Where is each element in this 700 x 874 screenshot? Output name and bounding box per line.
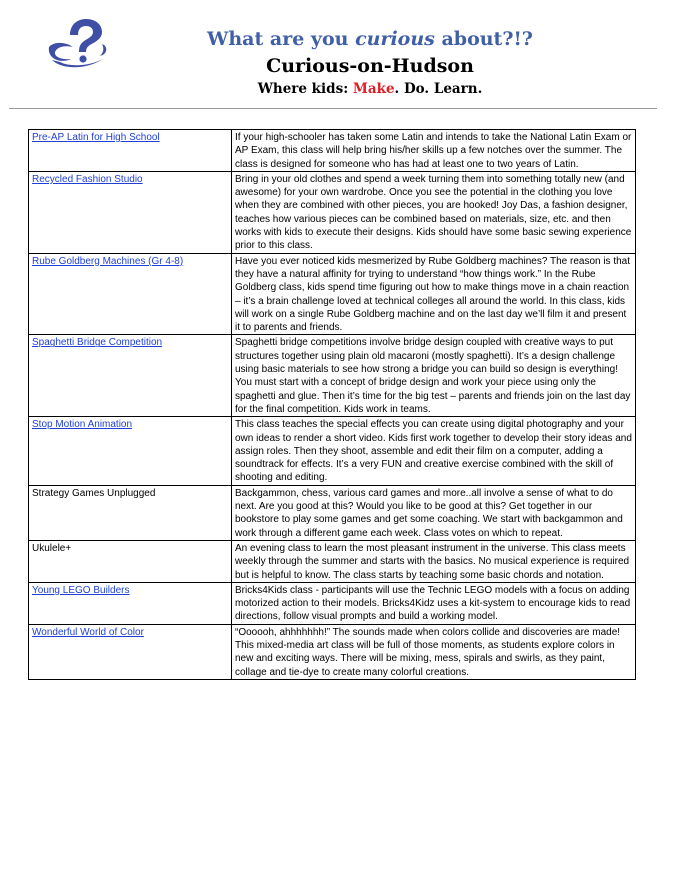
course-link[interactable]: Stop Motion Animation [32, 419, 133, 431]
table-row [29, 582, 636, 624]
table-row [29, 335, 636, 417]
course-link[interactable]: Spaghetti Bridge Competition [32, 337, 163, 349]
tagline-before: What are you [207, 28, 356, 50]
course-name: Ukulele+ [29, 540, 232, 582]
table-row [29, 253, 636, 335]
course-link[interactable]: Recycled Fashion Studio [32, 173, 143, 185]
course-description: Have you ever noticed kids mesmerized by Rube Goldberg machines? The reason is that they have a natural affinity for trying to understand “how things work.” In the Rube Goldberg class, kids spend time figuring out how to make things move in a chain reaction – it’s a brain challenge loved at technical colleges all around the world. In this class, kids will work on a single Rube Goldberg machine and on the last day we’ll film it and present it to parents and friends. [232, 253, 636, 335]
question-mark-swirl-icon [44, 14, 112, 72]
course-description: “Oooooh, ahhhhhhh!” The sounds made when colors collide and discoveries are made! This mixed-media art class will be full of those moments, as students explore colors in new and exciting ways. There will be mixing, mess, spirals and swirls, as they paint, collage and tie-dye to create many colorful creations. [232, 624, 636, 679]
slogan [150, 81, 590, 97]
course-name-cell [29, 253, 232, 335]
course-name-cell [29, 171, 232, 253]
tagline-emphasis: curious [355, 28, 435, 50]
tagline [150, 28, 590, 50]
course-table [28, 129, 636, 680]
course-description: This class teaches the special effects you can create using digital photography and your own ideas to render a short video. Kids first work together to develop their story ideas and assign roles. Then they shoot, assemble and edit their film on a computer, adding a soundtrack for effects. It’s a very FUN and creative exercise combined with the skill of shooting and editing. [232, 417, 636, 485]
course-description: Spaghetti bridge competitions involve bridge design coupled with creative ways to put structures together using plain old macaroni (mostly spaghetti). It’s a design challenge using basic materials to see how strong a bridge you can build so design is everything! You must start with a concept of bridge design and work your piece using only the spaghetti and glue. Then it’s time for the big test – parents and friends join on the last day for the final competition. Kids work in teams. [232, 335, 636, 417]
course-link[interactable]: Wonderful World of Color [32, 626, 144, 638]
table-row [29, 130, 636, 172]
course-name-cell [29, 130, 232, 172]
course-link[interactable]: Pre-AP Latin for High School [32, 132, 160, 143]
slogan-make: Make [352, 81, 395, 97]
course-name-cell [29, 335, 232, 417]
course-name-cell [29, 624, 232, 679]
course-name: Strategy Games Unplugged [29, 485, 232, 540]
course-name-cell [29, 582, 232, 624]
table-row [29, 171, 636, 253]
slogan-prefix: Where kids: [257, 81, 353, 97]
course-name-cell [29, 417, 232, 485]
course-link[interactable]: Rube Goldberg Machines (Gr 4-8) [32, 255, 184, 267]
tagline-after: about?!? [434, 28, 533, 50]
course-description: Bricks4Kids class - participants will use the Technic LEGO models with a focus on adding motorized action to their models. Bricks4Kidz uses a kit-system to encourage kids to read directions, follow visual prompts and build a working model. [232, 582, 636, 624]
table-row [29, 624, 636, 679]
course-description: Backgammon, chess, various card games and more..all involve a sense of what to do next. Are you good at this? Would you like to be good at this? Get together in our bookstore to play some games and get some coaching. We start with backgammon and work through a different game each week. Class votes on which to repeat. [232, 485, 636, 540]
org-name: Curious-on-Hudson [266, 55, 474, 77]
header-divider [9, 108, 657, 109]
table-row [29, 417, 636, 485]
table-row [29, 540, 636, 582]
table-row [29, 485, 636, 540]
course-link[interactable]: Young LEGO Builders [32, 584, 130, 596]
course-description: An evening class to learn the most pleasant instrument in the universe. This class meets weekly through the summer and starts with the basics. No musical experience is required but is helpful to know. The class starts by teaching some basic chords and notation. [232, 540, 636, 582]
slogan-rest: . Do. Learn. [394, 81, 483, 97]
course-description: Bring in your old clothes and spend a week turning them into something totally new (and awesome) for your own wardrobe. Once you see the potential in the clothing you love when they are combined with other pieces, you are hooked! Joy Das, a fashion designer, teaches how various pieces can be combined based on materials, size, etc. and then works with kids to execute their designs. Kids should have some basic sewing experience prior to this class. [232, 171, 636, 253]
course-description: If your high-schooler has taken some Latin and intends to take the National Latin Exam or AP Exam, this class will help bring his/her skills up a few notches over the summer. The class is designed for someone who has had at least one to two years of Latin. [232, 130, 636, 172]
